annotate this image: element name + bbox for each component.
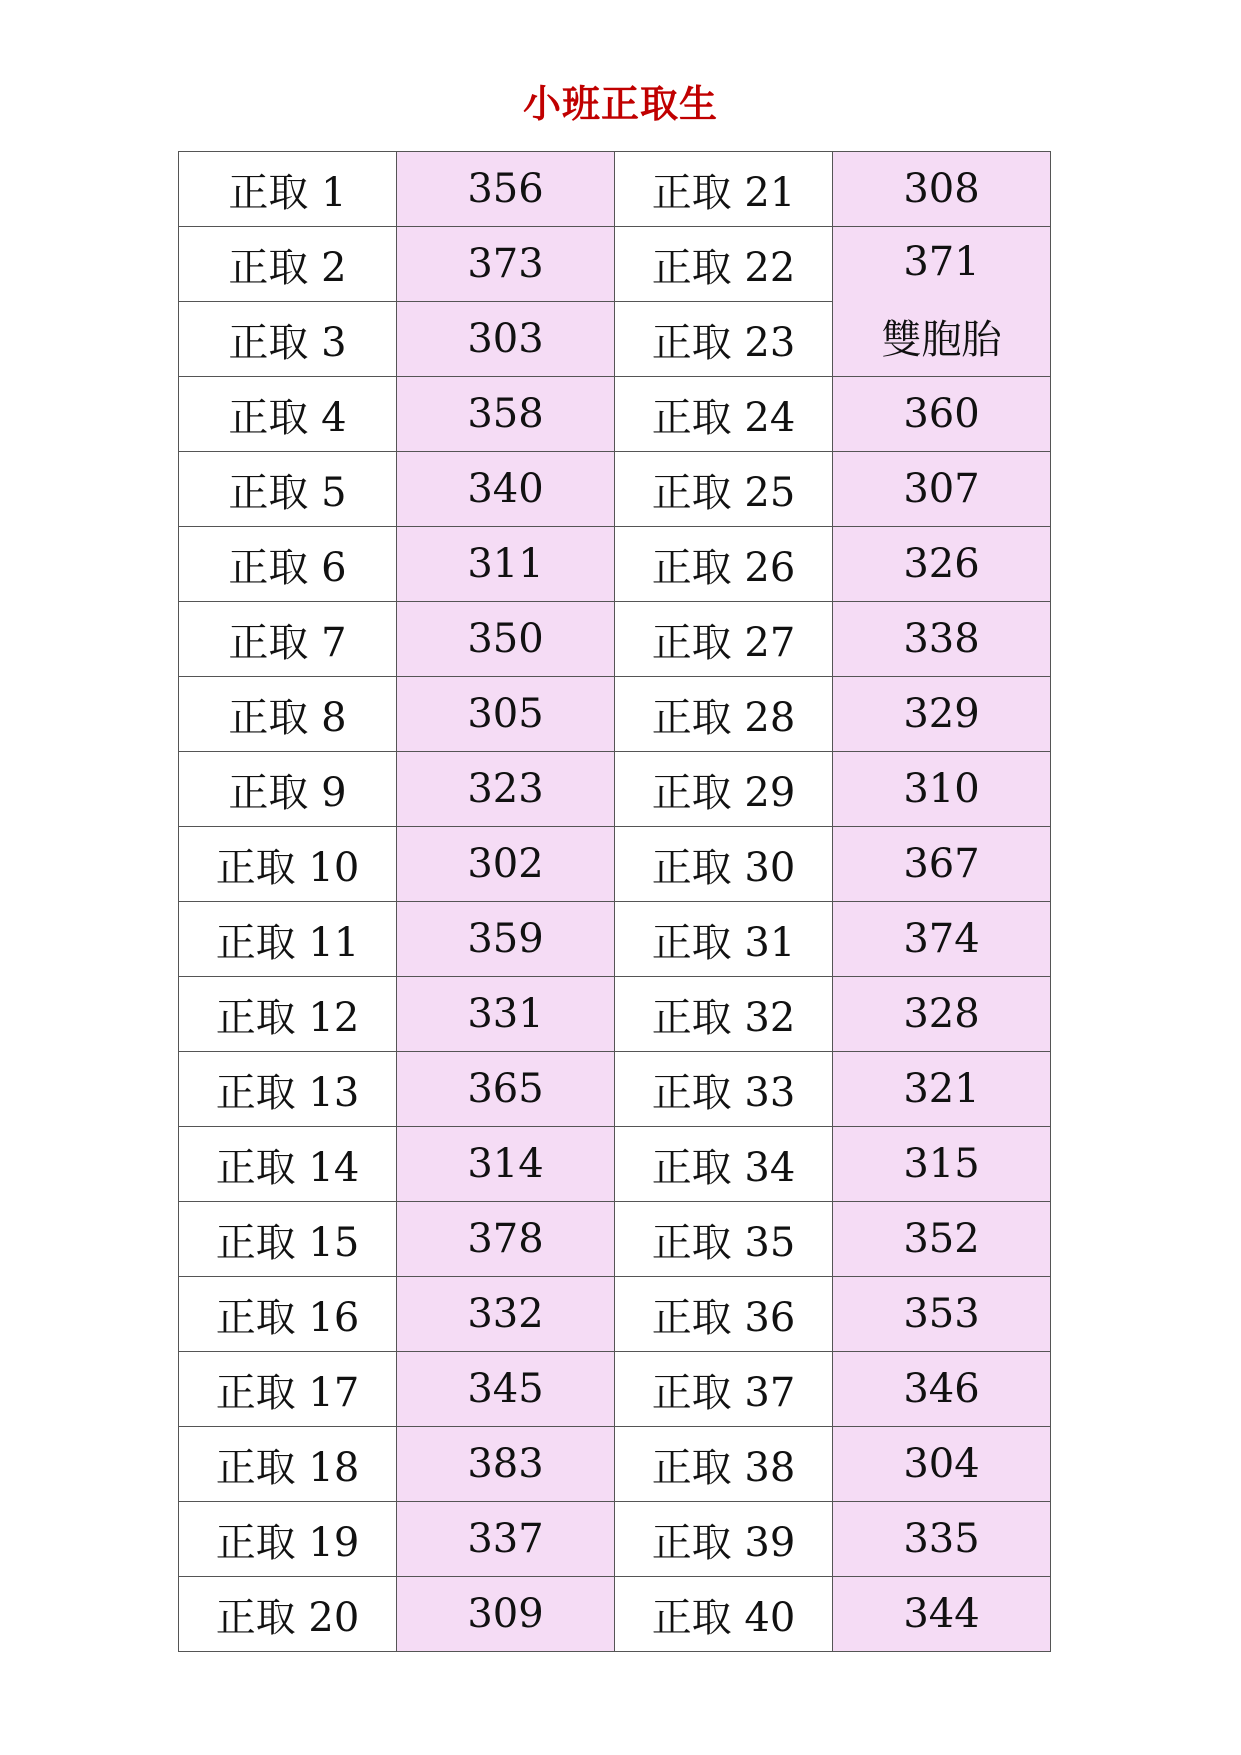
right-label-cell: 正取 22 — [615, 227, 833, 302]
right-value-cell: 307 — [833, 452, 1051, 527]
table-row — [179, 452, 1051, 527]
left-value-cell: 350 — [397, 602, 615, 677]
right-label-cell: 正取 25 — [615, 452, 833, 527]
left-value-cell: 356 — [397, 152, 615, 227]
right-value-cell: 315 — [833, 1127, 1051, 1202]
twins-note: 雙胞胎 — [881, 316, 1002, 363]
page-title: 小班正取生 — [522, 82, 718, 126]
left-value-cell: 305 — [397, 677, 615, 752]
right-label-cell: 正取 21 — [615, 152, 833, 227]
table-row — [179, 1427, 1051, 1502]
right-label-cell: 正取 29 — [615, 752, 833, 827]
right-label-cell: 正取 38 — [615, 1427, 833, 1502]
left-label-cell: 正取 5 — [179, 452, 397, 527]
right-value-cell: 344 — [833, 1577, 1051, 1652]
left-value-cell: 337 — [397, 1502, 615, 1577]
right-value-cell: 304 — [833, 1427, 1051, 1502]
right-label-cell: 正取 27 — [615, 602, 833, 677]
left-label-cell: 正取 18 — [179, 1427, 397, 1502]
left-value-cell: 378 — [397, 1202, 615, 1277]
left-label-cell: 正取 14 — [179, 1127, 397, 1202]
admission-table — [178, 151, 1051, 1652]
table-row — [179, 1277, 1051, 1352]
right-value-cell: 321 — [833, 1052, 1051, 1127]
table-row — [179, 602, 1051, 677]
left-value-cell: 340 — [397, 452, 615, 527]
twins-merged-cell — [833, 227, 1051, 377]
right-label-cell: 正取 26 — [615, 527, 833, 602]
right-value-cell: 308 — [833, 152, 1051, 227]
right-label-cell: 正取 40 — [615, 1577, 833, 1652]
right-label-cell: 正取 33 — [615, 1052, 833, 1127]
right-label-cell: 正取 30 — [615, 827, 833, 902]
right-label-cell: 正取 39 — [615, 1502, 833, 1577]
table-row — [179, 1577, 1051, 1652]
table-row — [179, 1052, 1051, 1127]
left-value-cell: 359 — [397, 902, 615, 977]
left-value-cell: 314 — [397, 1127, 615, 1202]
right-label-cell: 正取 37 — [615, 1352, 833, 1427]
right-value-cell: 335 — [833, 1502, 1051, 1577]
table-row — [179, 1502, 1051, 1577]
right-label-cell: 正取 32 — [615, 977, 833, 1052]
left-label-cell: 正取 6 — [179, 527, 397, 602]
left-value-cell: 311 — [397, 527, 615, 602]
right-value-cell: 346 — [833, 1352, 1051, 1427]
right-label-cell: 正取 36 — [615, 1277, 833, 1352]
left-label-cell: 正取 13 — [179, 1052, 397, 1127]
right-label-cell: 正取 23 — [615, 302, 833, 377]
left-value-cell: 358 — [397, 377, 615, 452]
left-value-cell: 383 — [397, 1427, 615, 1502]
table-row — [179, 902, 1051, 977]
right-value-cell: 310 — [833, 752, 1051, 827]
table-row — [179, 377, 1051, 452]
left-label-cell: 正取 2 — [179, 227, 397, 302]
right-value-cell: 353 — [833, 1277, 1051, 1352]
left-label-cell: 正取 20 — [179, 1577, 397, 1652]
left-label-cell: 正取 7 — [179, 602, 397, 677]
table-row — [179, 1202, 1051, 1277]
left-label-cell: 正取 16 — [179, 1277, 397, 1352]
table-row — [179, 227, 1051, 302]
right-value-cell: 329 — [833, 677, 1051, 752]
table-row — [179, 977, 1051, 1052]
table-row — [179, 527, 1051, 602]
table-row — [179, 1127, 1051, 1202]
right-label-cell: 正取 35 — [615, 1202, 833, 1277]
left-value-cell: 309 — [397, 1577, 615, 1652]
table-row — [179, 1352, 1051, 1427]
left-label-cell: 正取 3 — [179, 302, 397, 377]
left-label-cell: 正取 15 — [179, 1202, 397, 1277]
left-value-cell: 332 — [397, 1277, 615, 1352]
left-value-cell: 365 — [397, 1052, 615, 1127]
table-row — [179, 827, 1051, 902]
right-value-cell: 352 — [833, 1202, 1051, 1277]
left-value-cell: 373 — [397, 227, 615, 302]
left-label-cell: 正取 12 — [179, 977, 397, 1052]
right-value-cell: 326 — [833, 527, 1051, 602]
left-label-cell: 正取 1 — [179, 152, 397, 227]
left-label-cell: 正取 17 — [179, 1352, 397, 1427]
left-label-cell: 正取 9 — [179, 752, 397, 827]
right-label-cell: 正取 31 — [615, 902, 833, 977]
left-label-cell: 正取 10 — [179, 827, 397, 902]
left-value-cell: 345 — [397, 1352, 615, 1427]
left-value-cell: 303 — [397, 302, 615, 377]
left-value-cell: 323 — [397, 752, 615, 827]
right-value-cell: 338 — [833, 602, 1051, 677]
left-label-cell: 正取 11 — [179, 902, 397, 977]
right-value-cell: 367 — [833, 827, 1051, 902]
left-value-cell: 302 — [397, 827, 615, 902]
twins-value: 371 — [903, 238, 980, 285]
left-label-cell: 正取 4 — [179, 377, 397, 452]
table-row — [179, 152, 1051, 227]
right-value-cell: 360 — [833, 377, 1051, 452]
left-value-cell: 331 — [397, 977, 615, 1052]
right-value-cell: 328 — [833, 977, 1051, 1052]
left-label-cell: 正取 19 — [179, 1502, 397, 1577]
right-label-cell: 正取 24 — [615, 377, 833, 452]
right-label-cell: 正取 28 — [615, 677, 833, 752]
table-row — [179, 677, 1051, 752]
left-label-cell: 正取 8 — [179, 677, 397, 752]
right-label-cell: 正取 34 — [615, 1127, 833, 1202]
table-row — [179, 752, 1051, 827]
right-value-cell: 374 — [833, 902, 1051, 977]
